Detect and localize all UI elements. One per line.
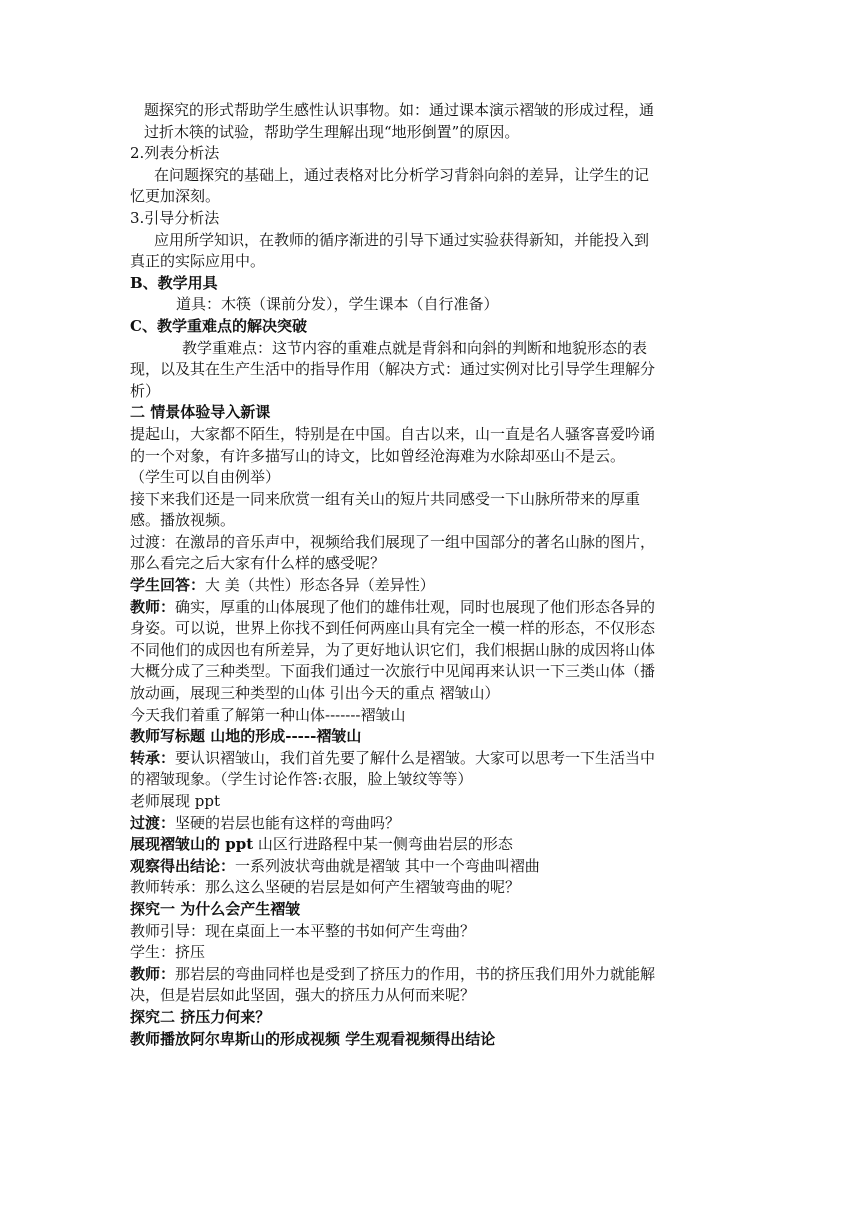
text-line: 那么看完之后大家有什么样的感受呢？ bbox=[130, 554, 386, 573]
text-line: 过折木筷的试验，帮助学生理解出现“地形倒置”的原因。 bbox=[144, 122, 520, 141]
section-heading: C、教学重难点的解决突破 bbox=[130, 316, 307, 335]
label-bold: 教师： bbox=[130, 597, 176, 616]
section-heading: 探究一 为什么会产生褶皱 bbox=[130, 899, 301, 918]
label-bold: 转承： bbox=[130, 748, 176, 767]
section-heading: 二 情景体验导入新课 bbox=[130, 403, 271, 422]
text-run: 大 美（共性）形态各异（差异性） bbox=[205, 576, 435, 595]
text-run: 山区行进路程中某一侧弯曲岩层的形态 bbox=[253, 835, 513, 854]
section-heading: 探究二 挤压力何来？ bbox=[130, 1007, 271, 1026]
section-heading: 教师播放阿尔卑斯山的形成视频 学生观看视频得出结论 bbox=[130, 1029, 496, 1048]
text-line: 真正的实际应用中。 bbox=[130, 252, 266, 271]
text-line: 今天我们着重了解第一种山体-------褶皱山 bbox=[130, 705, 406, 724]
label-bold: 观察得出结论： bbox=[130, 856, 236, 875]
text-line bbox=[130, 813, 740, 835]
label-bold: 过渡： bbox=[130, 813, 176, 832]
text-line: 身姿。可以说，世界上你找不到任何两座山具有完全一模一样的形态，不仅形态 bbox=[130, 619, 656, 638]
text-line bbox=[130, 964, 740, 986]
section-heading: 2.列表分析法 bbox=[130, 144, 220, 163]
text-line: 决，但是岩层如此坚固，强大的挤压力从何而来呢？ bbox=[130, 986, 476, 1005]
text-line: 不同他们的成因也有所差异，为了更好地认识它们，我们根据山脉的成因将山体 bbox=[130, 640, 656, 659]
text-line: 教师引导：现在桌面上一本平整的书如何产生弯曲？ bbox=[130, 921, 476, 940]
text-line: 的褶皱现象。（学生讨论作答:衣服，脸上皱纹等等） bbox=[130, 770, 473, 789]
text-line: 老师展现 ppt bbox=[130, 792, 221, 810]
text-run: 一系列波状弯曲就是褶皱 其中一个弯曲叫褶曲 bbox=[235, 856, 540, 875]
text-line: 感。播放视频。 bbox=[130, 511, 236, 530]
text-line: 析） bbox=[130, 381, 161, 400]
text-run: 那岩层的弯曲同样也是受到了挤压力的作用，书的挤压我们用外力就能解 bbox=[175, 964, 656, 983]
text-line bbox=[130, 834, 740, 856]
text-line bbox=[130, 575, 740, 597]
text-line: 在问题探究的基础上，通过表格对比分析学习背斜向斜的差异，让学生的记 bbox=[154, 165, 650, 184]
label-bold: 展现褶皱山的 ppt bbox=[130, 835, 254, 854]
text-line: 大概分成了三种类型。下面我们通过一次旅行中见闻再来认识一下三类山体（播 bbox=[130, 662, 656, 681]
text-line: 忆更加深刻。 bbox=[130, 187, 221, 206]
text-line: 教学重难点：这节内容的重难点就是背斜和向斜的判断和地貌形态的表 bbox=[182, 338, 648, 357]
text-line: 放动画，展现三种类型的山体 引出今天的重点 褶皱山） bbox=[130, 684, 500, 703]
text-run: 坚硬的岩层也能有这样的弯曲吗？ bbox=[175, 813, 401, 832]
text-run: 要认识褶皱山，我们首先要了解什么是褶皱。大家可以思考一下生活当中 bbox=[175, 748, 656, 767]
text-line bbox=[130, 748, 740, 770]
document-page bbox=[130, 100, 740, 1050]
label-bold: 教师： bbox=[130, 964, 176, 983]
text-line: 提起山，大家都不陌生，特别是在中国。自古以来，山一直是名人骚客喜爱吟诵 bbox=[130, 424, 656, 443]
text-line: 题探究的形式帮助学生感性认识事物。如：通过课本演示褶皱的形成过程，通 bbox=[144, 101, 655, 119]
text-line: 应用所学知识，在教师的循序渐进的引导下通过实验获得新知，并能投入到 bbox=[154, 230, 650, 249]
text-run: 确实，厚重的山体展现了他们的雄伟壮观，同时也展现了他们形态各异的 bbox=[175, 597, 656, 616]
text-line: 道具：木筷（课前分发），学生课本（自行准备） bbox=[176, 295, 499, 314]
text-line: （学生可以自由例举） bbox=[130, 468, 281, 487]
text-line: 的一个对象，有许多描写山的诗文，比如曾经沧海难为水除却巫山不是云。 bbox=[130, 446, 626, 465]
text-line: 过渡：在激昂的音乐声中，视频给我们展现了一组中国部分的著名山脉的图片， bbox=[130, 532, 656, 551]
section-heading: 3.引导分析法 bbox=[130, 208, 220, 227]
text-line: 教师转承：那么这么坚硬的岩层是如何产生褶皱弯曲的呢？ bbox=[130, 878, 521, 897]
text-line: 学生：挤压 bbox=[130, 943, 206, 962]
text-line: 接下来我们还是一同来欣赏一组有关山的短片共同感受一下山脉所带来的厚重 bbox=[130, 489, 641, 508]
section-heading: 教师写标题 山地的形成-----褶皱山 bbox=[130, 727, 362, 746]
section-heading: B、教学用具 bbox=[130, 273, 218, 292]
text-line bbox=[130, 597, 740, 619]
text-line bbox=[130, 856, 740, 878]
text-line: 现，以及其在生产生活中的指导作用（解决方式：通过实例对比引导学生理解分 bbox=[130, 360, 656, 379]
label-bold: 学生回答： bbox=[130, 576, 206, 595]
